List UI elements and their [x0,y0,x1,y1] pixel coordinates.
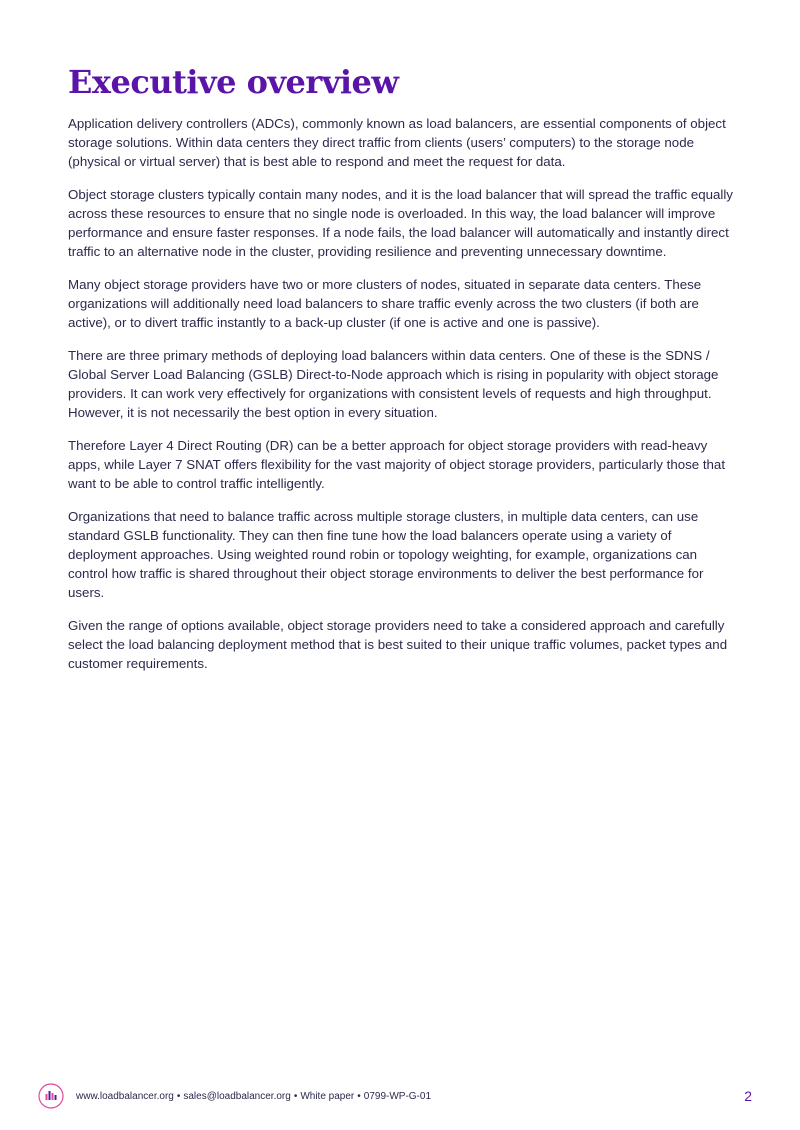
footer-info [76,1090,431,1104]
paragraph: Given the range of options available, object storage providers need to take a considered approach and carefully select the load balancing deployment method that is best suited to their unique traffic volumes, packet types and customer requirements. [68,618,728,671]
paragraph: Application delivery controllers (ADCs), commonly known as load balancers, are essential components of object storage solutions. Within data centers they direct traffic from clients (users’ computers) to the storage node (physical or virtual server) that is best able to respond and meet the request for data. [68,116,726,169]
email-link[interactable]: sales@loadbalancer.org [183,1091,291,1102]
page-number: 2 [744,1088,752,1104]
separator: • [357,1091,361,1102]
paragraph: Organizations that need to balance traffic across multiple storage clusters, in multiple data centers, can use standard GSLB functionality. They can then fine tune how the load balancers operate using a variety of deployment approaches. Using weighted round robin or topology weighting, for example, organizations can control how traffic is shared throughout their object storage environments to deliver the best performance for users. [68,509,704,600]
separator: • [293,1091,298,1102]
paragraph: Many object storage providers have two or more clusters of nodes, situated in separate data centers. These organizations will additionally need load balancers to share traffic evenly across the two clusters (if both are active), or to divert traffic instantly to a back-up cluster (if one is active and one is passive). [68,277,702,330]
page-title: Executive overview [68,63,399,101]
paragraph: There are three primary methods of deploying load balancers within data centers. One of these is the SDNS / Global Server Load Balancing (GSLB) Direct-to-Node approach which is rising in popularity with object storage providers. It can work very effectively for organizations with consistent levels of requests and high throughput. However, it is not necessarily the best option in every situation. [68,348,719,420]
page-footer [38,1082,752,1112]
loadbalancer-logo-icon [38,1083,64,1109]
website-link[interactable]: www.loadbalancer.org [76,1091,174,1102]
document-code: 0799-WP-G-01 [363,1091,432,1102]
document-type: White paper [300,1091,355,1102]
separator: • [176,1091,181,1102]
paragraph: Object storage clusters typically contain many nodes, and it is the load balancer that will spread the traffic equally across these resources to ensure that no single node is overloaded. In this way, the load balancer will improve performance and ensure faster responses. If a node fails, the load balancer will automatically and instantly direct traffic to an alternative node in the cluster, providing resilience and preventing unnecessary downtime. [68,187,733,259]
body-content [68,114,738,687]
paragraph: Therefore Layer 4 Direct Routing (DR) can be a better approach for object storage providers with read-heavy apps, while Layer 7 SNAT offers flexibility for the vast majority of object storage providers, particularly those that want to be able to control traffic intelligently. [68,438,726,491]
